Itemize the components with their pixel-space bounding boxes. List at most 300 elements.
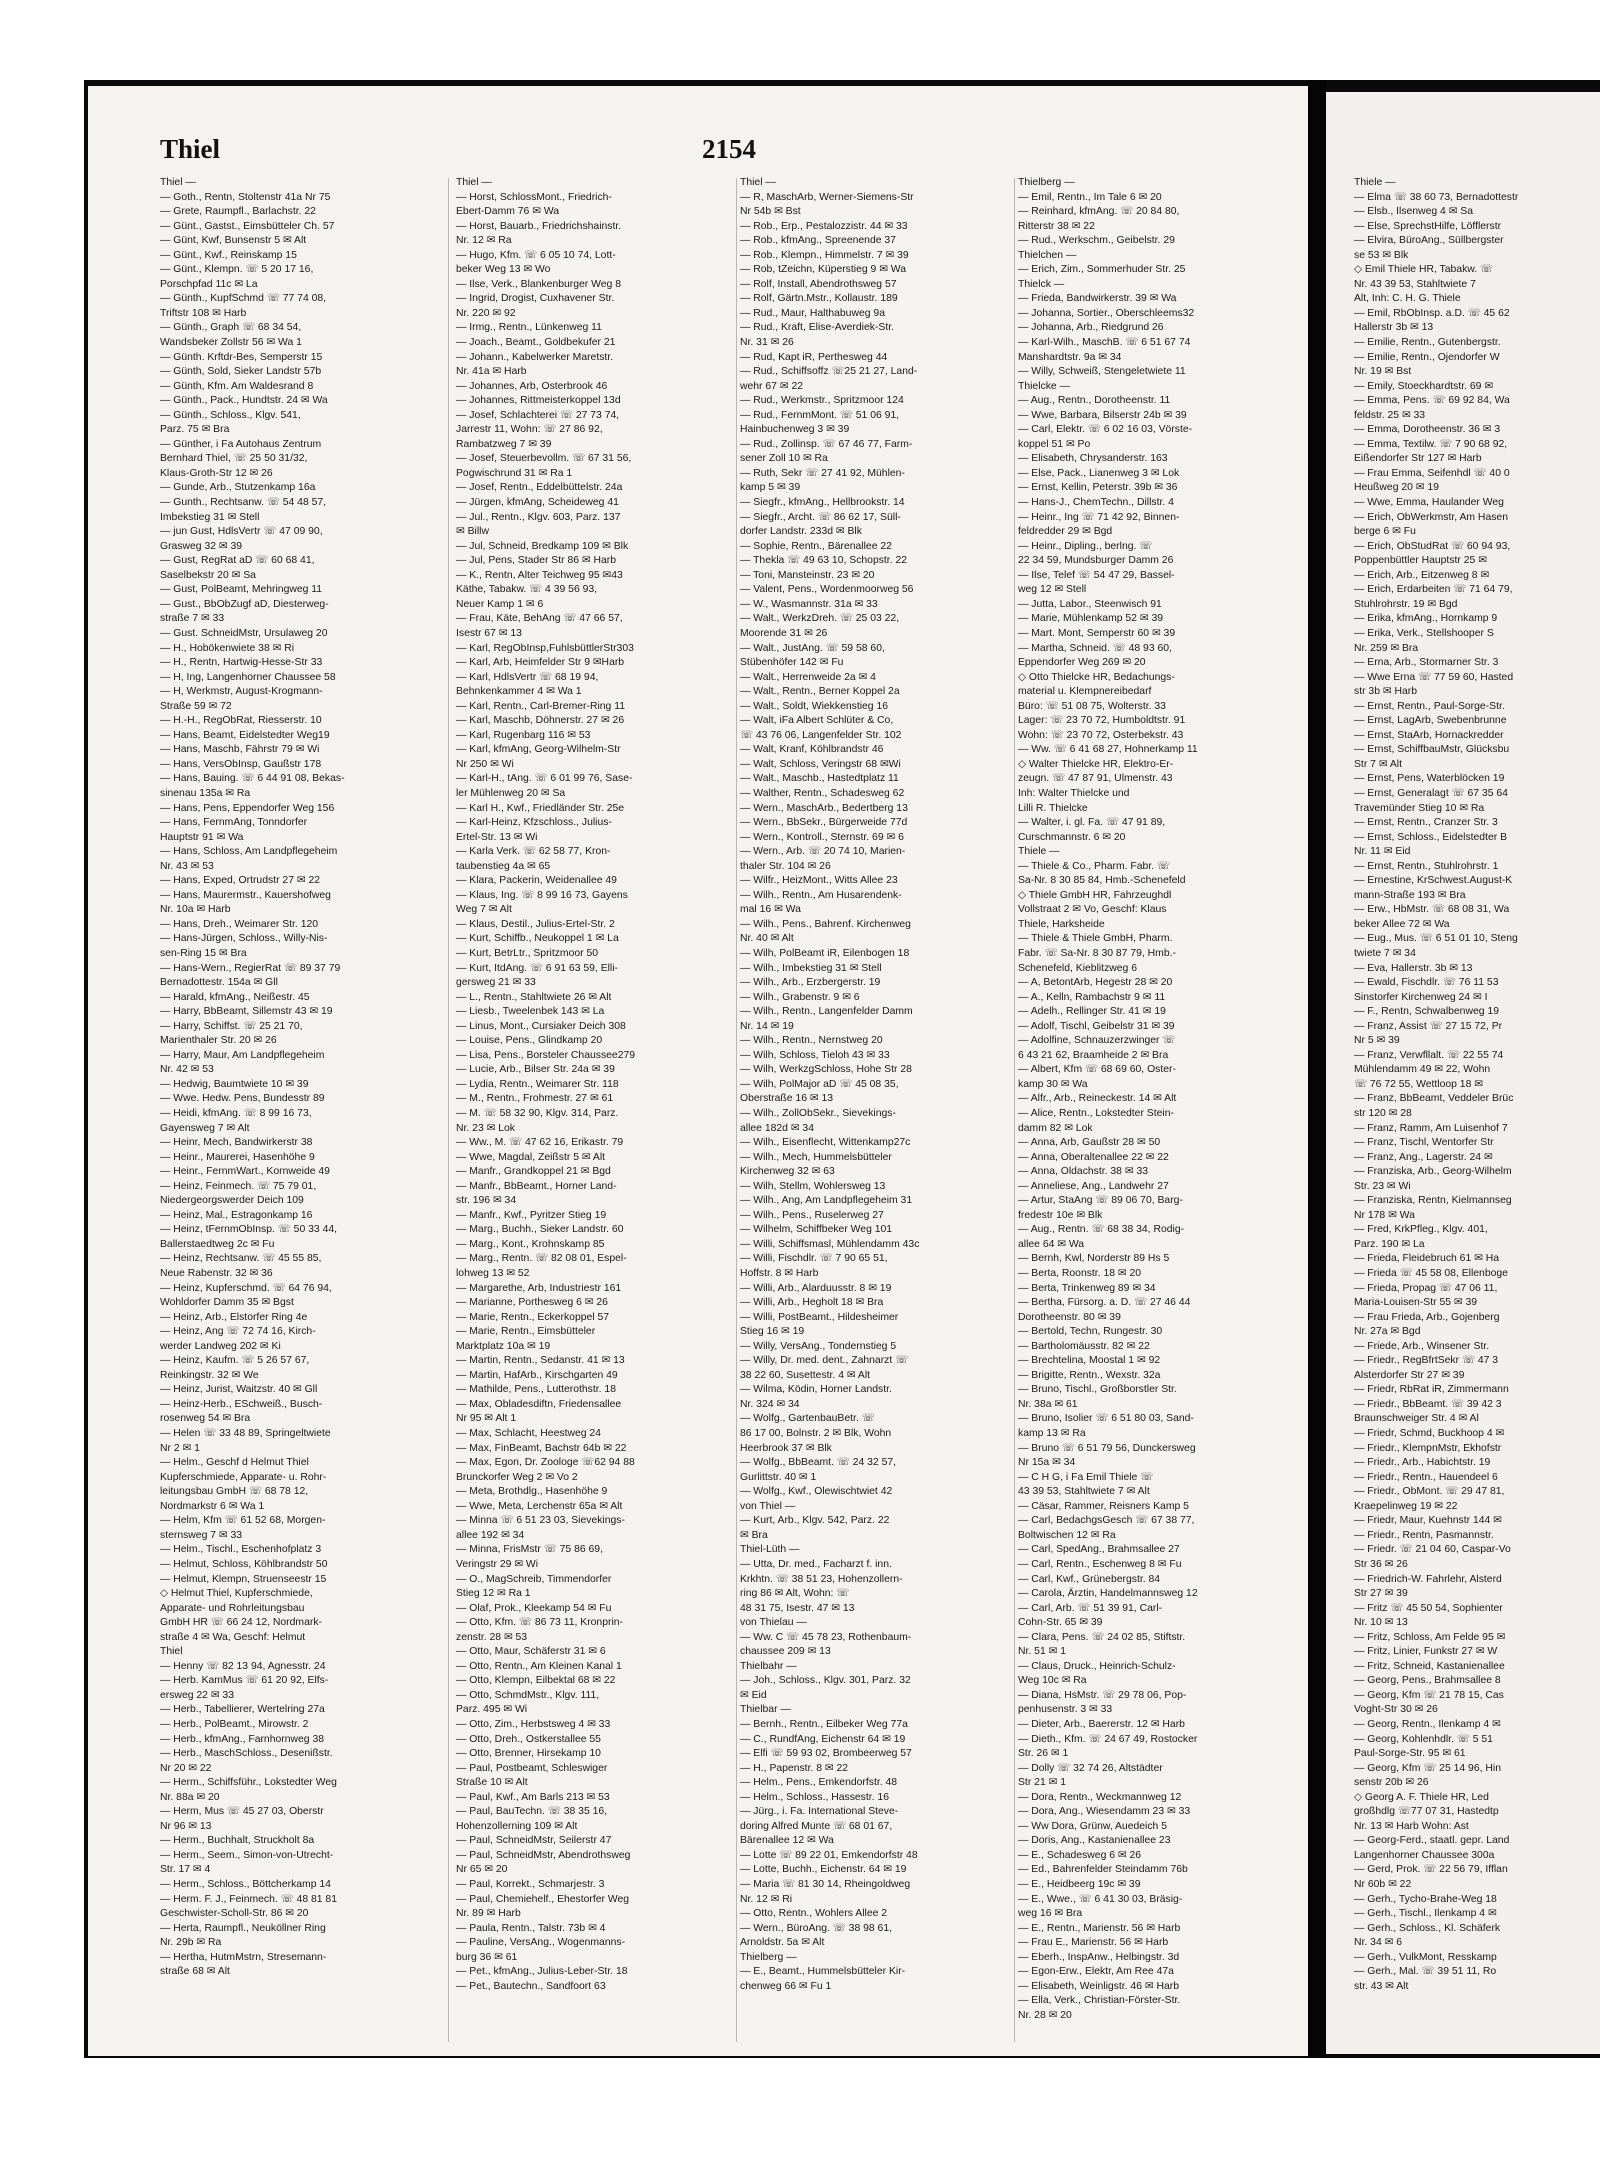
directory-line: — Friedr. ☏ 21 04 60, Caspar-Vo: [1354, 1544, 1511, 1556]
directory-line: beker Allee 72 ✉ Wa: [1354, 918, 1450, 930]
directory-line: — Kurt, ItdAng. ☏ 6 91 63 59, Elli-: [456, 962, 619, 974]
directory-line: — M., Rentn., Frohmestr. 27 ✉ 61: [456, 1093, 614, 1105]
directory-line: Gurlittstr. 40 ✉ 1: [740, 1471, 817, 1483]
directory-line: — H.-H., RegObRat, Riesserstr. 10: [160, 715, 322, 727]
directory-line: — Willy, Schweiß, Stengeletwiete 11: [1018, 366, 1186, 378]
directory-line: — Paul, BauTechn. ☏ 38 35 16,: [456, 1806, 608, 1818]
directory-line: — Walter, i. gl. Fa. ☏ 47 91 89,: [1018, 817, 1166, 829]
directory-line: — Walt, Kranf, Köhlbrandstr 46: [740, 744, 884, 756]
directory-line: — Ww., M. ☏ 47 62 16, Erikastr. 79: [456, 1137, 624, 1149]
directory-line: — Bertha, Fürsorg. a. D. ☏ 27 46 44: [1018, 1297, 1191, 1309]
directory-line: — Erich, Erdarbeiten ☏ 71 64 79,: [1354, 584, 1513, 596]
directory-line: — Gerh., Tischl., Ilenkamp 4 ✉: [1354, 1908, 1497, 1920]
directory-line: — Joh., Schloss., Klgv. 301, Parz. 32: [740, 1675, 911, 1687]
directory-line: — Marie, Rentn., Eimsbütteler: [456, 1326, 596, 1338]
directory-line: — Pet., Bautechn., Sandfoort 63: [456, 1980, 606, 1992]
directory-line: — Friedr., Arb., Habichtstr. 19: [1354, 1457, 1491, 1469]
directory-line: — Kurt, Arb., Klgv. 542, Parz. 22: [740, 1515, 890, 1527]
directory-line: Weg 10c ✉ Ra: [1018, 1675, 1087, 1687]
directory-line: — Lydia, Rentn., Weimarer Str. 118: [456, 1078, 619, 1090]
directory-line: — Wern., Arb. ☏ 20 74 10, Marien-: [740, 846, 906, 858]
directory-line: — Martin, HafArb., Kirschgarten 49: [456, 1369, 618, 1381]
directory-line: — Kurt, Schiffb., Neukoppel 1 ✉ La: [456, 933, 619, 945]
directory-line: — Berta, Roonstr. 18 ✉ 20: [1018, 1268, 1142, 1280]
directory-line: — Anneliese, Ang., Landwehr 27: [1018, 1180, 1169, 1192]
directory-line: — Karl, Rentn., Carl-Bremer-Ring 11: [456, 700, 625, 712]
directory-line: Nr 15a ✉ 34: [1018, 1457, 1076, 1469]
directory-line: Thiele —: [1354, 177, 1396, 188]
directory-line: — A., Kelln, Rambachstr 9 ✉ 11: [1018, 991, 1166, 1003]
directory-line: — Wilh., Pens., Bahrenf. Kirchenweg: [740, 918, 911, 930]
directory-line: Braunschweiger Str. 4 ✉ Al: [1354, 1413, 1479, 1425]
directory-line: — Fred, KrkPfleg., Klgv. 401,: [1354, 1224, 1488, 1236]
directory-line: Parz. 190 ✉ La: [1354, 1238, 1425, 1250]
directory-line: — Herm., Buchhalt, Struckholt 8a: [160, 1835, 315, 1847]
directory-line: Thiele, Harksheide: [1018, 918, 1105, 930]
directory-line: ler Mühlenweg 20 ✉ Sa: [456, 787, 566, 799]
directory-line: Gayensweg 7 ✉ Alt: [160, 1122, 250, 1134]
directory-line: — Wilh., Imbekstieg 31 ✉ Stell: [740, 962, 882, 974]
directory-line: — Jul., Rentn., Klgv. 603, Parz. 137: [456, 511, 621, 523]
directory-line: — Heinr., Maurerei, Hasenhöhe 9: [160, 1151, 315, 1163]
directory-line: doring Alfred Munte ☏ 68 01 67,: [740, 1820, 893, 1832]
directory-line: — Marg., Rentn. ☏ 82 08 01, Espel-: [456, 1253, 627, 1265]
directory-line: — Herm., Schiffsführ., Lokstedter Weg: [160, 1777, 337, 1789]
directory-line: Bernhard Thiel, ☏ 25 50 31/32,: [160, 453, 308, 465]
directory-line: — Georg, Kfm ☏ 25 14 96, Hin: [1354, 1762, 1501, 1774]
directory-line: Ballerstaedtweg 2c ✉ Fu: [160, 1238, 275, 1250]
directory-line: — Ww Dora, Grünw, Auedeich 5: [1018, 1820, 1167, 1832]
directory-line: — W., Wasmannstr. 31a ✉ 33: [740, 598, 878, 610]
directory-line: — Karl, RegObInsp,FuhlsbüttlerStr303: [456, 642, 634, 654]
directory-line: — Willy, VersAng., Tondernstieg 5: [740, 1340, 897, 1352]
directory-line: Geschwister-Scholl-Str. 86 ✉ 20: [160, 1908, 309, 1920]
directory-line: — Margarethe, Arb, Industriestr 161: [456, 1282, 622, 1294]
directory-line: rosenweg 54 ✉ Bra: [160, 1413, 251, 1425]
directory-line: Inh: Walter Thielcke und: [1018, 787, 1130, 799]
directory-line: — Jürgen, kfmAng, Scheideweg 41: [456, 497, 619, 509]
directory-line: — Wilh., Rentn., Am Husarendenk-: [740, 889, 902, 901]
directory-line: — Paul, Postbeamt, Schleswiger: [456, 1762, 608, 1774]
directory-line: — Erika, Verk., Stellshooper S: [1354, 627, 1494, 639]
directory-line: — Helen ☏ 33 48 89, Springeltwiete: [160, 1428, 331, 1440]
directory-line: — E., Beamt., Hummelsbütteler Kir-: [740, 1966, 906, 1978]
directory-line: — Johann., Kabelwerker Maretstr.: [456, 351, 614, 363]
directory-line: Reinkingstr. 32 ✉ We: [160, 1369, 259, 1381]
directory-line: — Wolfg., Kwf., Olewischtwiet 42: [740, 1486, 893, 1498]
directory-line: — C H G, i Fa Emil Thiele ☏: [1018, 1471, 1154, 1483]
directory-line: — Frieda ☏ 45 58 08, Ellenboge: [1354, 1268, 1508, 1280]
directory-line: Nr. 27a ✉ Bgd: [1354, 1326, 1421, 1338]
directory-line: — Bertold, Techn, Rungestr. 30: [1018, 1326, 1163, 1338]
directory-line: taubenstieg 4a ✉ 65: [456, 860, 551, 872]
directory-line: — Ingrid, Drogist, Cuxhavener Str.: [456, 293, 615, 305]
directory-line: Nr. 28 ✉ 20: [1018, 2009, 1072, 2021]
directory-line: Str 21 ✉ 1: [1018, 1777, 1066, 1789]
directory-line: — Fritz ☏ 45 50 54, Sophienter: [1354, 1602, 1503, 1614]
directory-line: — Anna, Arb, Gaußstr 28 ✉ 50: [1018, 1137, 1161, 1149]
directory-line: — Emilie, Rentn., Gutenbergstr.: [1354, 337, 1501, 349]
directory-line: — Paula, Rentn., Talstr. 73b ✉ 4: [456, 1922, 606, 1934]
directory-line: — Ernst, Kellin, Peterstr. 39b ✉ 36: [1018, 482, 1178, 494]
directory-line: — O., MagSchreib, Timmendorfer: [456, 1573, 612, 1585]
directory-line: — Artur, StaAng ☏ 89 06 70, Barg-: [1018, 1195, 1183, 1207]
directory-line: Weg 7 ✉ Alt: [456, 904, 512, 916]
directory-line: — Horst, SchlossMont., Friedrich-: [456, 191, 612, 203]
directory-line: — Jul, Pens, Stader Str 86 ✉ Harb: [456, 555, 617, 567]
directory-line: — Bruno, Tischl., Großborstler Str.: [1018, 1384, 1177, 1396]
directory-line: — Günt, Kwf, Bunsenstr 5 ✉ Alt: [160, 235, 307, 247]
directory-line: wehr 67 ✉ 22: [740, 380, 804, 392]
directory-line: Behnkenkammer 4 ✉ Wa 1: [456, 686, 582, 698]
directory-line: — Heinz, tFernmObInsp. ☏ 50 33 44,: [160, 1224, 338, 1236]
directory-line: großhdlg ☏77 07 31, Hastedtp: [1354, 1806, 1499, 1818]
directory-line: — Günth., Schloss., Klgv. 541,: [160, 409, 301, 421]
directory-line: Thiel —: [160, 177, 196, 188]
directory-line: — Frau Frieda, Arb., Gojenberg: [1354, 1311, 1500, 1323]
directory-line: — Herm. F. J., Feinmech. ☏ 48 81 81: [160, 1893, 337, 1905]
directory-line: — Toni, Mansteinstr. 23 ✉ 20: [740, 569, 875, 581]
directory-line: — Friedr., Rentn., Hauendeel 6: [1354, 1471, 1498, 1483]
directory-line: ✉ Billw: [456, 526, 489, 538]
directory-line: — Alice, Rentn., Lokstedter Stein-: [1018, 1108, 1174, 1119]
directory-line: Nr. 41a ✉ Harb: [456, 366, 527, 378]
directory-line: — Lotte ☏ 89 22 01, Emkendorfstr 48: [740, 1849, 918, 1861]
directory-line: — Minna, FrisMstr ☏ 75 86 69,: [456, 1544, 603, 1556]
directory-line: Thiel —: [740, 177, 776, 188]
directory-line: Ertel-Str. 13 ✉ Wi: [456, 831, 538, 843]
directory-line: Nr. 23 ✉ Lok: [456, 1122, 515, 1134]
directory-line: — Rud., Schiffsoffz ☏25 21 27, Land-: [740, 366, 918, 378]
directory-line: — Heinr, Mech, Bandwirkerstr 38: [160, 1137, 313, 1149]
directory-line: Str. 26 ✉ 1: [1018, 1748, 1069, 1760]
directory-line: — Else, Pack., Lianenweg 3 ✉ Lok: [1018, 467, 1180, 479]
directory-line: senstr 20b ✉ 26: [1354, 1777, 1429, 1789]
directory-line: — Rud., FernmMont. ☏ 51 06 91,: [740, 409, 900, 421]
directory-line: — H, Werkmstr, August-Krogmann-: [160, 686, 323, 698]
directory-line: — Emma, Textilw. ☏ 7 90 68 92,: [1354, 438, 1508, 450]
directory-line: — Karl, kfmAng, Georg-Wilhelm-Str: [456, 744, 621, 756]
directory-line: — Gust., BbObZugf aD, Diesterweg-: [160, 598, 329, 610]
directory-line: Kraepelinweg 19 ✉ 22: [1354, 1500, 1458, 1512]
directory-line: 43 39 53, Stahltwiete 7 ✉ Alt: [1018, 1486, 1150, 1498]
directory-line: — Wwe, Emma, Haulander Weg: [1354, 497, 1504, 509]
directory-line: — Liesb., Tweelenbek 143 ✉ La: [456, 1006, 605, 1018]
directory-line: Thielbar —: [740, 1704, 791, 1716]
directory-line: — Helmut, Schloss, Köhlbrandstr 50: [160, 1558, 328, 1570]
directory-line: Büro: ☏ 51 08 75, Wolterstr. 33: [1018, 700, 1166, 712]
directory-line: Klaus-Groth-Str 12 ✉ 26: [160, 467, 273, 479]
directory-line: — Ernst, Rentn., Cranzer Str. 3: [1354, 817, 1498, 829]
directory-line: ☏ 43 76 06, Langenfelder Str. 102: [740, 729, 902, 741]
directory-line: — Willi, Arb., Hegholt 18 ✉ Bra: [740, 1297, 884, 1309]
directory-line: Langenhorner Chaussee 300a: [1354, 1849, 1495, 1861]
directory-line: — Bernh., Rentn., Eilbeker Weg 77a: [740, 1718, 908, 1730]
directory-line: — Heinz, Arb., Elstorfer Ring 4e: [160, 1311, 308, 1323]
directory-line: — Rob., Erp., Pestalozzistr. 44 ✉ 33: [740, 220, 908, 232]
directory-line: — Siegfr., kfmAng., Hellbrookstr. 14: [740, 497, 905, 509]
directory-line: — Günt., Klempn. ☏ 5 20 17 16,: [160, 264, 314, 276]
directory-line: Nr 65 ✉ 20: [456, 1864, 508, 1876]
directory-line: — Karl, Rugenbarg 116 ✉ 53: [456, 729, 591, 741]
directory-line: — Heinz, Kaufm. ☏ 5 26 57 67,: [160, 1355, 310, 1367]
directory-line: Nordmarkstr 6 ✉ Wa 1: [160, 1500, 265, 1512]
directory-line: kamp 13 ✉ Ra: [1018, 1428, 1086, 1440]
directory-line: — Josef, Schlachterei ☏ 27 73 74,: [456, 409, 620, 421]
directory-line: 38 22 60, Susettestr. 4 ✉ Alt: [740, 1369, 871, 1381]
directory-line: Nr. 11 ✉ Eid: [1354, 846, 1411, 858]
directory-line: — Wilh., Arb., Erzbergerstr. 19: [740, 977, 881, 989]
directory-line: Eppendorfer Weg 269 ✉ 20: [1018, 657, 1146, 669]
directory-line: — Lotte, Buchh., Eichenstr. 64 ✉ 19: [740, 1864, 907, 1876]
directory-line: — Johannes, Rittmeisterkoppel 13d: [456, 395, 621, 407]
directory-line: — Adolfine, Schnauzerzwinger ☏: [1018, 1035, 1176, 1047]
directory-line: — E., Rentn., Marienstr. 56 ✉ Harb: [1018, 1922, 1181, 1934]
directory-line: — Albert, Kfm ☏ 68 69 60, Oster-: [1018, 1064, 1176, 1076]
directory-line: — Heinz, Ang ☏ 72 74 16, Kirch-: [160, 1326, 316, 1338]
directory-line: ◇ Thiele GmbH HR, Fahrzeughdl: [1018, 889, 1172, 901]
directory-line: twiete 7 ✉ 34: [1354, 947, 1416, 959]
directory-line: Imbekstieg 31 ✉ Stell: [160, 511, 260, 523]
directory-line: — Otto, Rentn., Am Kleinen Kanal 1: [456, 1660, 622, 1672]
directory-line: feldstr. 25 ✉ 33: [1354, 409, 1426, 421]
directory-line: lohweg 13 ✉ 52: [456, 1268, 530, 1280]
directory-line: — Johanna, Sortier., Oberschleems32: [1018, 307, 1195, 319]
directory-line: — Ernestine, KrSchwest.August-K: [1354, 875, 1513, 887]
directory-line: — Wilh., Pens., Ruselerweg 27: [740, 1209, 884, 1221]
directory-line: Ritterstr 38 ✉ 22: [1018, 220, 1095, 232]
directory-line: — Frieda, Bandwirkerstr. 39 ✉ Wa: [1018, 293, 1177, 305]
directory-line: — Wilh., Ang, Am Landpflegeheim 31: [740, 1195, 913, 1207]
directory-line: Heußweg 20 ✉ 19: [1354, 482, 1439, 494]
directory-line: — E., Wwe., ☏ 6 41 30 03, Bräsig-: [1018, 1893, 1183, 1905]
directory-line: — Ernst, Rentn., Stuhlrohrstr. 1: [1354, 860, 1499, 872]
directory-line: — Georg, Kfm ☏ 21 78 15, Cas: [1354, 1689, 1504, 1701]
directory-line: ersweg 22 ✉ 33: [160, 1689, 234, 1701]
directory-line: — Brechtelina, Moostal 1 ✉ 92: [1018, 1355, 1161, 1367]
directory-line: ◇ Emil Thiele HR, Tabakw. ☏: [1354, 264, 1493, 276]
directory-line: — Carl, Arb. ☏ 51 39 91, Carl-: [1018, 1602, 1163, 1614]
directory-line: — Herb., PolBeamt., Mirowstr. 2: [160, 1718, 309, 1730]
directory-line: — Jul, Schneid, Bredkamp 109 ✉ Blk: [456, 540, 629, 552]
directory-line: — Brigitte, Rentn., Wexstr. 32a: [1018, 1369, 1161, 1381]
directory-line: Käthe, Tabakw. ☏ 4 39 56 93,: [456, 584, 598, 596]
directory-line: — Johannes, Arb, Osterbrook 46: [456, 380, 608, 392]
directory-line: — Ella, Verk., Christian-Förster-Str.: [1018, 1995, 1181, 2007]
directory-line: Schenefeld, Kieblitzweg 6: [1018, 962, 1137, 974]
directory-line: — Georg, Kohlenhdlr. ☏ 5 51: [1354, 1733, 1493, 1745]
directory-line: — Willi, Arb., Alarduusstr. 8 ✉ 19: [740, 1282, 892, 1294]
directory-line: — Pet., kfmAng., Julius-Leber-Str. 18: [456, 1966, 628, 1978]
directory-line: — Wwe Erna ☏ 77 59 60, Hasted: [1354, 671, 1514, 683]
directory-line: Alsterdorfer Str 27 ✉ 39: [1354, 1369, 1465, 1381]
directory-line: — Walt, iFa Albert Schlüter & Co,: [740, 715, 894, 727]
directory-line: — Jürg., i. Fa. International Steve-: [740, 1806, 899, 1818]
directory-line: kamp 30 ✉ Wa: [1018, 1078, 1088, 1090]
directory-line: Str 27 ✉ 39: [1354, 1588, 1408, 1600]
directory-line: — Paul, Korrekt., Schmarjestr. 3: [456, 1878, 605, 1890]
directory-line: — Marie, Rentn., Eckerkoppel 57: [456, 1311, 610, 1323]
directory-line: — Günt., Gastst., Eimsbütteler Ch. 57: [160, 220, 335, 232]
directory-line: — Wilh., ZollObSekr., Sievekings-: [740, 1108, 896, 1119]
directory-line: — Gerd, Prok. ☏ 22 56 79, Ifflan: [1354, 1864, 1508, 1876]
directory-line: — Rud., Werkmstr., Spritzmoor 124: [740, 395, 904, 407]
directory-line: ◇ Georg A. F. Thiele HR, Led: [1354, 1791, 1489, 1803]
directory-line: — Günth, Kfm. Am Waldesrand 8: [160, 380, 314, 392]
directory-line: — Josef, Steuerbevollm. ☏ 67 31 56,: [456, 453, 632, 465]
directory-line: — H, Ing, Langenhorner Chaussee 58: [160, 671, 336, 683]
directory-line: Eißendorfer Str 127 ✉ Harb: [1354, 453, 1482, 465]
directory-line: — Eva, Hallerstr. 3b ✉ 13: [1354, 962, 1473, 974]
directory-line: — Erna, Arb., Stormarner Str. 3: [1354, 657, 1499, 669]
directory-line: feldredder 29 ✉ Bgd: [1018, 526, 1113, 538]
directory-line: — Heinr., FernmWart., Kornweide 49: [160, 1166, 330, 1178]
directory-line: — Ww. ☏ 6 41 68 27, Hohnerkamp 11: [1018, 744, 1198, 756]
directory-line: Nr 95 ✉ Alt 1: [456, 1413, 517, 1425]
directory-line: str. 196 ✉ 34: [456, 1195, 517, 1207]
directory-line: — Dieter, Arb., Baererstr. 12 ✉ Harb: [1018, 1718, 1185, 1730]
directory-line: — R, MaschArb, Werner-Siemens-Str: [740, 191, 914, 203]
directory-line: — Fritz, Schneid, Kastanienallee: [1354, 1660, 1505, 1672]
directory-line: — Karl-H., tAng. ☏ 6 01 99 76, Sase-: [456, 773, 633, 785]
directory-line: — Wilh., Rentn., Nernstweg 20: [740, 1035, 883, 1047]
directory-line: Marktplatz 10a ✉ 19: [456, 1340, 551, 1352]
directory-line: — Emma, Pens. ☏ 69 92 84, Wa: [1354, 395, 1510, 407]
directory-line: Thiel-Lüth —: [740, 1544, 800, 1556]
directory-line: — Harry, Schiffst. ☏ 25 21 70,: [160, 1020, 303, 1032]
directory-line: — Harald, kfmAng., Neißestr. 45: [160, 991, 310, 1003]
directory-line: — Manfr., Kwf., Pyritzer Stieg 19: [456, 1209, 607, 1221]
directory-line: — Marie, Mühlenkamp 52 ✉ 39: [1018, 613, 1164, 625]
directory-line: — Paul, SchneidMstr, Seilerstr 47: [456, 1835, 612, 1847]
directory-line: beker Weg 13 ✉ Wo: [456, 264, 551, 276]
directory-line: Nr 2 ✉ 1: [160, 1442, 200, 1454]
directory-line: — Reinhard, kfmAng. ☏ 20 84 80,: [1018, 206, 1180, 218]
directory-line: weg 12 ✉ Stell: [1018, 584, 1087, 596]
directory-line: — Herm, Mus ☏ 45 27 03, Oberstr: [160, 1806, 324, 1818]
directory-line: zenstr. 28 ✉ 53: [456, 1631, 528, 1643]
directory-line: Stieg 12 ✉ Ra 1: [456, 1588, 531, 1600]
directory-line: — Eberh., InspAnw., Helbingstr. 3d: [1018, 1951, 1180, 1963]
directory-line: — Walt., JustAng. ☏ 59 58 60,: [740, 642, 885, 654]
directory-line: allee 192 ✉ 34: [456, 1529, 525, 1541]
directory-line: — Helm, Kfm ☏ 61 52 68, Morgen-: [160, 1515, 326, 1527]
directory-line: — Harry, Maur, Am Landpflegeheim: [160, 1049, 325, 1061]
directory-line: Grasweg 32 ✉ 39: [160, 540, 243, 552]
directory-line: Maria-Louisen-Str 55 ✉ 39: [1354, 1297, 1478, 1309]
directory-line: — Friedr, RbRat iR, Zimmermann: [1354, 1384, 1509, 1396]
directory-line: Saselbekstr 20 ✉ Sa: [160, 569, 256, 581]
directory-line: — Wilfr., HeizMont., Witts Allee 23: [740, 875, 898, 887]
directory-line: — Karl H., Kwf., Friedländer Str. 25e: [456, 802, 625, 814]
directory-line: — Helm., Tischl., Eschenhofplatz 3: [160, 1544, 322, 1556]
directory-line: — Franziska, Arb., Georg-Wilhelm: [1354, 1166, 1512, 1178]
directory-line: ☏ 76 72 55, Wettloop 18 ✉: [1354, 1078, 1483, 1090]
directory-line: Nr. 38a ✉ 61: [1018, 1398, 1078, 1410]
directory-line: — Erich, Arb., Eitzenweg 8 ✉: [1354, 569, 1490, 581]
directory-line: — Martin, Rentn., Sedanstr. 41 ✉ 13: [456, 1355, 625, 1367]
directory-line: — Rud., Werkschm., Geibelstr. 29: [1018, 235, 1175, 247]
directory-line: se 53 ✉ Blk: [1354, 249, 1409, 261]
directory-line: — Gerh., Schloss., Kl. Schäferk: [1354, 1922, 1501, 1934]
directory-line: Manshardtstr. 9a ✉ 34: [1018, 351, 1122, 363]
directory-line: Brunckorfer Weg 2 ✉ Vo 2: [456, 1471, 578, 1483]
directory-line: Thiel —: [456, 177, 492, 188]
directory-line: — Rolf, Gärtn.Mstr., Kollaustr. 189: [740, 293, 898, 305]
directory-line: — Claus, Druck., Heinrich-Schulz-: [1018, 1660, 1176, 1672]
directory-line: Hallerstr 3b ✉ 13: [1354, 322, 1434, 334]
directory-column-4: [1018, 176, 1300, 2046]
directory-line: straße 4 ✉ Wa, Geschf: Helmut: [160, 1631, 306, 1643]
directory-line: — Otto, Rentn., Wohlers Allee 2: [740, 1908, 888, 1920]
directory-line: — Georg, Rentn., Ilenkamp 4 ✉: [1354, 1718, 1501, 1730]
directory-line: straße 68 ✉ Alt: [160, 1966, 230, 1978]
directory-line: — Kurt, BetrLtr., Spritzmoor 50: [456, 947, 599, 959]
directory-line: — Karl-Heinz, Kfzschloss., Julius-: [456, 817, 612, 829]
directory-line: — Carl, Kwf., Grünebergstr. 84: [1018, 1573, 1161, 1585]
directory-line: straße 7 ✉ 33: [160, 613, 225, 625]
directory-line: — Herm., Seem., Simon-von-Utrecht-: [160, 1849, 334, 1861]
directory-line: — Wwe, Magdal, Zeißstr 5 ✉ Alt: [456, 1151, 606, 1163]
directory-line: — Otto, Zim., Herbstsweg 4 ✉ 33: [456, 1718, 611, 1730]
directory-line: 48 31 75, Isestr. 47 ✉ 13: [740, 1602, 855, 1614]
directory-line: 86 17 00, Bolnstr. 2 ✉ Blk, Wohn: [740, 1428, 892, 1440]
directory-line: — Manfr., BbBeamt., Horner Land-: [456, 1180, 617, 1192]
directory-line: Neue Rabenstr. 32 ✉ 36: [160, 1268, 273, 1280]
directory-line: Hainbuchenweg 3 ✉ 39: [740, 424, 850, 436]
directory-line: — Adelh., Rellinger Str. 41 ✉ 19: [1018, 1006, 1166, 1018]
directory-line: — Dieth., Kfm. ☏ 24 67 49, Rostocker: [1018, 1733, 1198, 1745]
directory-line: — Franz, BbBeamt, Veddeler Brüc: [1354, 1093, 1514, 1105]
directory-line: — Gerh., VulkMont, Resskamp: [1354, 1951, 1497, 1963]
directory-line: — Ewald, Fischdlr. ☏ 76 11 53: [1354, 977, 1499, 989]
directory-line: — Bruno ☏ 6 51 79 56, Dunckersweg: [1018, 1442, 1196, 1454]
directory-line: — Otto, Maur, Schäferstr 31 ✉ 6: [456, 1646, 606, 1658]
directory-line: Boltwischen 12 ✉ Ra: [1018, 1529, 1116, 1541]
directory-line: Nr 54b ✉ Bst: [740, 206, 801, 218]
directory-line: — Lucie, Arb., Bilser Str. 24a ✉ 39: [456, 1064, 615, 1076]
directory-line: Thielbahr —: [740, 1660, 797, 1672]
page-number: 2154: [702, 134, 756, 164]
directory-line: Niedergeorgswerder Deich 109: [160, 1195, 304, 1207]
directory-line: — Wilh., Mech, Hummelsbütteler: [740, 1151, 892, 1163]
directory-line: — Willi, Fischdlr. ☏ 7 90 65 51,: [740, 1253, 888, 1265]
directory-line: — Heinr., Dipling., berlng. ☏: [1018, 540, 1153, 552]
directory-line: — Herb., kfmAng., Farnhornweg 38: [160, 1733, 325, 1745]
directory-line: — Hans, Bauing. ☏ 6 44 91 08, Bekas-: [160, 773, 345, 785]
directory-line: — Ernst, StaArb, Hornackredder: [1354, 729, 1504, 741]
directory-line: — H., Hobökenwiete 38 ✉ Ri: [160, 642, 295, 654]
directory-line: Nr. 51 ✉ 1: [1018, 1646, 1066, 1658]
directory-line: ✉ Eid: [740, 1689, 767, 1701]
directory-line: Arnoldstr. 5a ✉ Alt: [740, 1937, 825, 1949]
directory-line: — Wilh, PolBeamt iR, Eilenbogen 18: [740, 947, 910, 959]
directory-line: — Paul, Chemiehelf., Ehestorfer Weg: [456, 1893, 630, 1905]
directory-line: Nr. 13 ✉ Harb Wohn: Ast: [1354, 1820, 1469, 1832]
directory-line: — Friedr, Schmd, Buckhoop 4 ✉: [1354, 1428, 1505, 1440]
directory-line: — Hans-Jürgen, Schloss., Willy-Nis-: [160, 933, 328, 945]
directory-line: — Ilse, Telef ☏ 54 47 29, Bassel-: [1018, 569, 1175, 581]
directory-line: — Hans, Dreh., Weimarer Str. 120: [160, 918, 319, 930]
directory-line: Nr. 12 ✉ Ra: [456, 235, 512, 247]
directory-line: — Meta, Brothdlg., Hasenhöhe 9: [456, 1486, 608, 1498]
directory-line: Curschmannstr. 6 ✉ 20: [1018, 831, 1126, 843]
directory-line: — Karla Verk. ☏ 62 58 77, Kron-: [456, 846, 611, 858]
directory-line: — Friedr., BbBeamt. ☏ 39 42 3: [1354, 1398, 1502, 1410]
directory-line: Nr. 10a ✉ Harb: [160, 904, 231, 916]
directory-line: — Friedr., KlempnMstr, Ekhofstr: [1354, 1442, 1502, 1454]
directory-line: — Heinz, Feinmech. ☏ 75 79 01,: [160, 1180, 317, 1192]
